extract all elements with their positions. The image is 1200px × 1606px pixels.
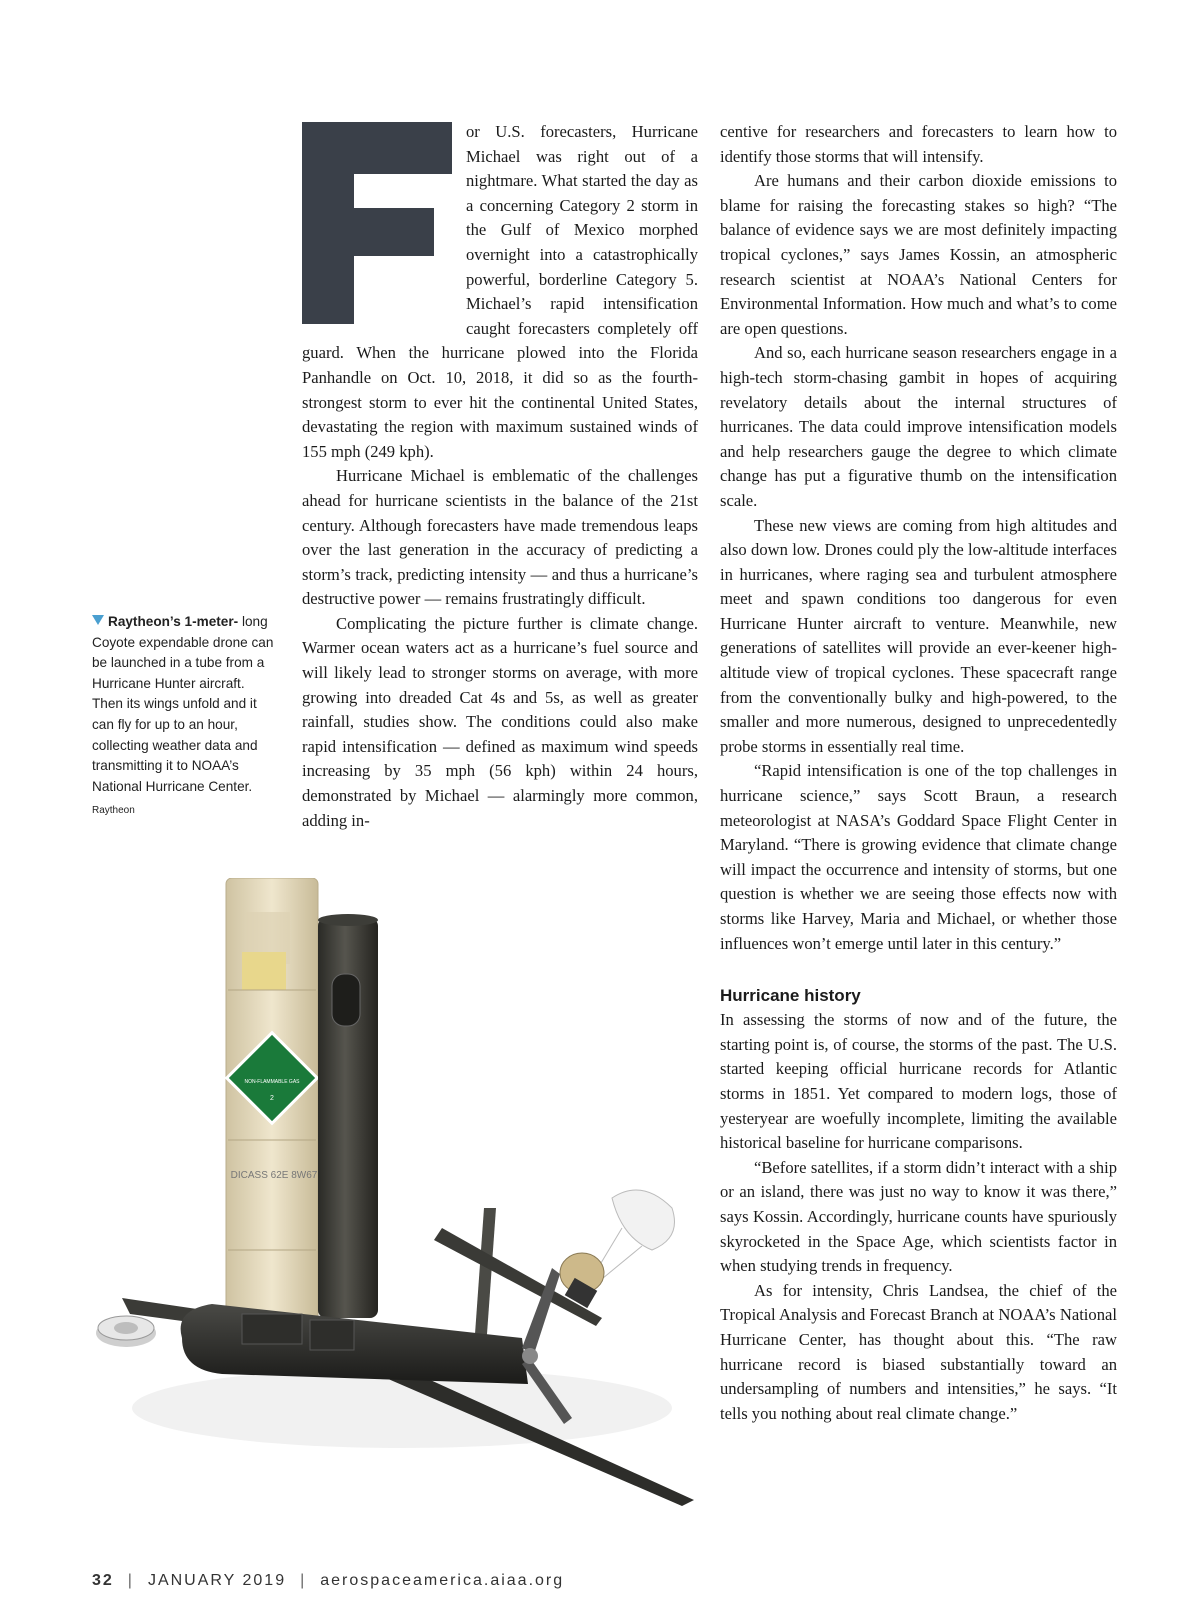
tube-label: DICASS 62E 8W67 (230, 1170, 318, 1181)
caption-body: long Coyote expendable drone can be launched in a tube from a Hurricane Hunter aircraft. Then its wings unfold and it can fly for up to an hour, collecting weather data and transmitting it to NOAA’s National Hurricane Center. (92, 614, 274, 794)
drone-illustration (82, 878, 702, 1528)
issue-date: JANUARY 2019 (147, 1572, 287, 1589)
paragraph-4: centive for researchers and forecasters to learn how to identify those storms that will intensify. (720, 122, 1117, 166)
footer-separator: | (300, 1572, 307, 1589)
drop-cap (302, 122, 452, 324)
paragraph-9: In assessing the storms of now and of the future, the starting point is, of course, the storms of the past. The U.S. started keeping official hurricane records for Atlantic storms in 1851. Yet compared to modern logs, those of yesteryear are woefully incomplete, limiting the available historical baseline for hurricane comparisons. (720, 1010, 1117, 1153)
launch-tube-tan (226, 878, 318, 1348)
paragraph-5: Are humans and their carbon dioxide emissions to blame for raising the forecasting stakes so high? “The balance of evidence says we are most definitely impacting tropical cyclones,” says James Kossin, an atmospheric research scientist at NOAA’s National Centers for Environmental Information. How much and what’s to come are open questions. (720, 171, 1117, 338)
photo-caption (92, 612, 276, 819)
paragraph-11: As for intensity, Chris Landsea, the chief of the Tropical Analysis and Forecast Branch at NOAA’s National Hurricane Center, has thought about this. “The raw hurricane record is biased substantially toward an undersampling of numbers and intensities,” he says. “It tells you nothing about real climate change.” (720, 1280, 1117, 1423)
paragraph-3: Complicating the picture further is climate change. Warmer ocean waters act as a hurricane’s fuel source and will likely lead to stronger storms on average, with more growing into dreaded Cat 4s and 5s, as well as greater rainfall, studies show. The conditions could also make rapid intensification — defined as maximum wind speeds increasing by 35 mph (56 kph) within 24 hours, demonstrated by Michael — alarmingly more common, adding in- (302, 613, 698, 830)
article-column-2 (720, 120, 1117, 1426)
paragraph-1: or U.S. forecasters, Hurricane Michael was right out of a nightmare. What started the day as a concerning Category 2 storm in the Gulf of Mexico morphed overnight into a catastrophically powerful, borderline Category 5. Michael’s rapid intensification caught forecasters completely off guard. When the hurricane plowed into the Florida Panhandle on Oct. 10, 2018, it did so as the fourth-strongest storm to ever hit the continental United States, devastating the region with maximum sustained winds of 155 mph (249 kph). (302, 122, 698, 461)
article-column-1 (302, 120, 698, 833)
photo-credit: Raytheon (92, 805, 135, 817)
battery-disc (96, 1316, 156, 1347)
section-heading: Hurricane history (720, 986, 861, 1006)
caption-triangle-icon (92, 615, 104, 625)
paragraph-6: And so, each hurricane season researchers engage in a high-tech storm-chasing gambit in hopes of acquiring revelatory details about the internal structures of hurricanes. The data could improve intensification models and help researchers gauge the degree to which climate change has put a figurative thumb on the intensification scale. (720, 343, 1117, 510)
footer-separator: | (127, 1572, 134, 1589)
caption-lead: Raytheon’s 1-meter- (108, 614, 239, 629)
page-number: 32 (92, 1572, 114, 1589)
page-footer (92, 1572, 564, 1590)
drop-cap-letter (302, 122, 452, 324)
hazard-class: 2 (270, 1095, 274, 1102)
paragraph-7: These new views are coming from high altitudes and also down low. Drones could ply the low-altitude interfaces in hurricanes, where raging sea and turbulent atmosphere meet and spawn conditions too dangerous for even Hurricane Hunter aircraft to venture. Meanwhile, new generations of satellites will provide an ever-keener high-altitude view of tropical cyclones. These spacecraft range from the conventionally bulky and high-powered, to the smaller and more numerous, designed to unprecedentedly probe storms in essentially real time. (720, 515, 1117, 756)
launch-tube-dark (318, 914, 378, 1318)
paragraph-10: “Before satellites, if a storm didn’t interact with a ship or an island, there was just no way to know it was there,” says Kossin. Accordingly, hurricane counts have spuriously skyrocketed in the Space Age, which scientists factor in when studying trends in frequency. (720, 1157, 1117, 1276)
coyote-drone-photo (82, 878, 702, 1528)
hazard-label: NON-FLAMMABLE GAS (244, 1079, 300, 1085)
site-url: aerospaceamerica.aiaa.org (320, 1572, 565, 1589)
paragraph-8: “Rapid intensification is one of the top challenges in hurricane science,” says Scott Braun, a research meteorologist at NASA’s Goddard Space Flight Center in Maryland. “There is growing evidence that climate change will impact the occurrence and intensity of storms, but one question is whether we are seeing those effects now with storms like Harvey, Maria and Michael, or whether those influences won’t emerge until later in this century.” (720, 761, 1117, 953)
parachute (560, 1190, 675, 1308)
paragraph-2: Hurricane Michael is emblematic of the challenges ahead for hurricane scientists in the balance of the 21st century. Although forecasters have made tremendous leaps over the last generation in the accuracy of predicting a storm’s track, predicting intensity — and thus a hurricane’s destructive power — remains frustratingly difficult. (302, 466, 698, 609)
